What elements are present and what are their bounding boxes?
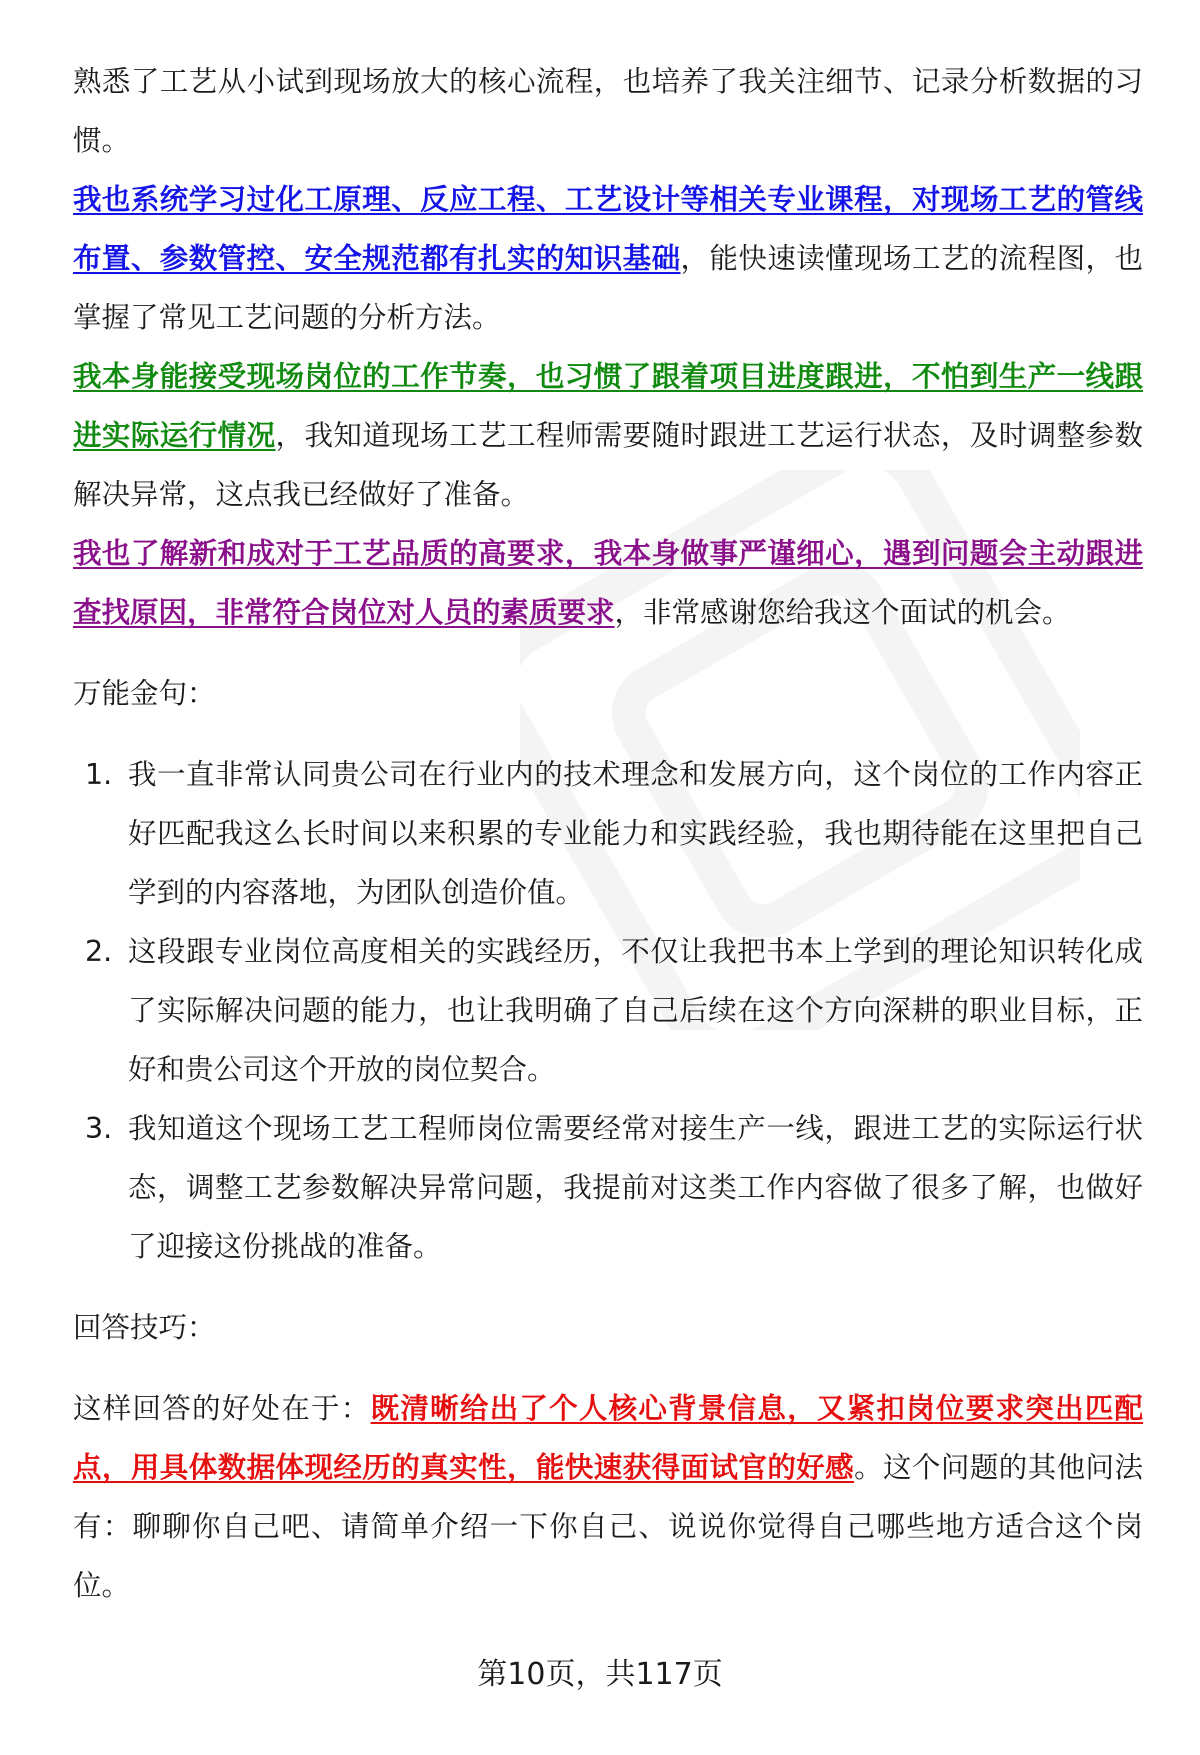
list-number: 1. bbox=[85, 758, 113, 791]
list-item-text: 我一直非常认同贵公司在行业内的技术理念和发展方向，这个岗位的工作内容正好匹配我这么长时间以来积累的专业能力和实践经验，我也期待能在这里把自己学到的内容落地，为团队创造价值。 bbox=[128, 758, 1143, 909]
tips-text: 。这个问题的其他问法有：聊聊你自己吧、请简单介绍一下你自己、说说你觉得自己哪些地方适合这个岗位。 bbox=[73, 1451, 1143, 1602]
paragraph-tips bbox=[73, 1379, 1143, 1615]
answer-tips-heading: 回答技巧： bbox=[73, 1311, 216, 1344]
paragraph-text: 熟悉了工艺从小试到现场放大的核心流程，也培养了我关注细节、记录分析数据的习惯。 bbox=[73, 65, 1143, 157]
list-item-text: 我知道这个现场工艺工程师岗位需要经常对接生产一线，跟进工艺的实际运行状态，调整工艺参数解决异常问题，我提前对这类工作内容做了很多了解，也做好了迎接这份挑战的准备。 bbox=[128, 1112, 1143, 1263]
paragraph-quality bbox=[73, 524, 1143, 642]
list-number: 2. bbox=[85, 935, 113, 968]
page-number-footer: 第10页，共117页 bbox=[477, 1657, 723, 1692]
tips-intro: 这样回答的好处在于： bbox=[73, 1392, 371, 1425]
list-item-text: 这段跟专业岗位高度相关的实践经历，不仅让我把书本上学到的理论知识转化成了实际解决问题的能力，也让我明确了自己后续在这个方向深耕的职业目标，正好和贵公司这个开放的岗位契合。 bbox=[128, 935, 1143, 1086]
highlight-rhythm: 我本身能接受现场岗位的工作节奏，也习惯了跟着项目进度跟进，不怕到生产一线跟进实际运行情况 bbox=[73, 360, 1143, 452]
paragraph-text: ，我知道现场工艺工程师需要随时跟进工艺运行状态，及时调整参数解决异常，这点我已经做好了准备。 bbox=[73, 419, 1143, 511]
highlight-quality: 我也了解新和成对于工艺品质的高要求，我本身做事严谨细心，遇到问题会主动跟进查找原因，非常符合岗位对人员的素质要求 bbox=[73, 537, 1143, 629]
list-item bbox=[73, 745, 1143, 922]
list-number: 3. bbox=[85, 1112, 113, 1145]
highlight-knowledge: 我也系统学习过化工原理、反应工程、工艺设计等相关专业课程，对现场工艺的管线布置、参数管控、安全规范都有扎实的知识基础 bbox=[73, 183, 1143, 275]
paragraph-text: ，能快速读懂现场工艺的流程图，也掌握了常见工艺问题的分析方法。 bbox=[73, 242, 1143, 334]
paragraph-text: ，非常感谢您给我这个面试的机会。 bbox=[614, 596, 1071, 629]
paragraph-process bbox=[73, 52, 1143, 170]
paragraph-knowledge bbox=[73, 170, 1143, 347]
list-item bbox=[73, 1099, 1143, 1276]
document-body bbox=[73, 52, 1143, 1615]
golden-sentences-heading: 万能金句： bbox=[73, 677, 216, 710]
highlight-tips: 既清晰给出了个人核心背景信息，又紧扣岗位要求突出匹配点，用具体数据体现经历的真实性，能快速获得面试官的好感 bbox=[73, 1392, 1143, 1484]
list-item bbox=[73, 922, 1143, 1099]
golden-sentences-list bbox=[73, 745, 1143, 1276]
paragraph-rhythm bbox=[73, 347, 1143, 524]
